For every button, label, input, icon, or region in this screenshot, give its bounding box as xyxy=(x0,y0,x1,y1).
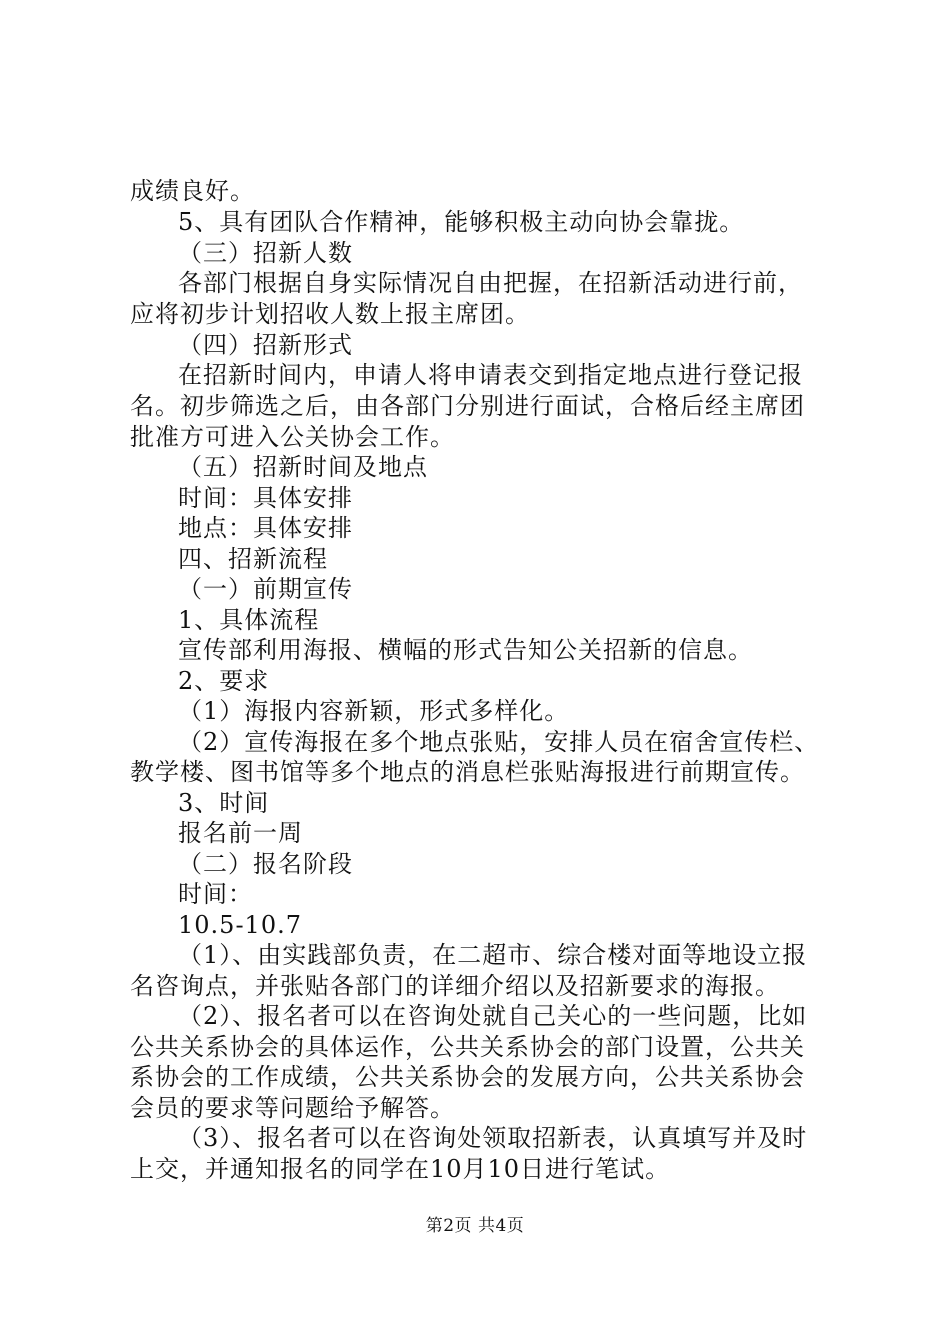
text-line: 应将初步计划招收人数上报主席团。 xyxy=(130,300,530,328)
text-line: 2、要求 xyxy=(178,667,270,695)
text-line: （1）、由实践部负责，在二超市、综合楼对面等地设立报 xyxy=(178,941,808,969)
text-line: 宣传部利用海报、横幅的形式告知公关招新的信息。 xyxy=(178,636,753,664)
text-line: 时间：具体安排 xyxy=(178,484,353,512)
text-line: 报名前一周 xyxy=(178,819,303,847)
section-heading: （四）招新形式 xyxy=(178,331,353,359)
text-line: （3）、报名者可以在咨询处领取招新表，认真填写并及时 xyxy=(178,1124,808,1152)
text-line: 批准方可进入公关协会工作。 xyxy=(130,423,455,451)
text-line: 10.5-10.7 xyxy=(178,911,302,939)
text-line: 成绩良好。 xyxy=(130,177,255,205)
text-line: 1、具体流程 xyxy=(178,606,320,634)
text-line: 公共关系协会的具体运作，公共关系协会的部门设置，公共关 xyxy=(130,1033,805,1061)
text-line: 名。初步筛选之后，由各部门分别进行面试，合格后经主席团 xyxy=(130,392,805,420)
text-line: 在招新时间内，申请人将申请表交到指定地点进行登记报 xyxy=(178,361,803,389)
text-line: 时间： xyxy=(178,880,253,908)
text-line: 会员的要求等问题给予解答。 xyxy=(130,1094,455,1122)
text-line: 名咨询点，并张贴各部门的详细介绍以及招新要求的海报。 xyxy=(130,972,780,1000)
section-heading: （三）招新人数 xyxy=(178,239,353,267)
text-line: 上交，并通知报名的同学在10月10日进行笔试。 xyxy=(130,1155,671,1183)
text-line: 系协会的工作成绩，公共关系协会的发展方向，公共关系协会 xyxy=(130,1063,805,1091)
text-line: 3、时间 xyxy=(178,789,270,817)
text-line: （1）海报内容新颖，形式多样化。 xyxy=(178,697,570,725)
section-heading: （二）报名阶段 xyxy=(178,850,353,878)
text-line: 教学楼、图书馆等多个地点的消息栏张贴海报进行前期宣传。 xyxy=(130,758,805,786)
text-line: 地点：具体安排 xyxy=(178,514,353,542)
section-heading: （五）招新时间及地点 xyxy=(178,453,428,481)
text-line: （2）宣传海报在多个地点张贴，安排人员在宿舍宣传栏、 xyxy=(178,728,820,756)
section-heading: （一）前期宣传 xyxy=(178,575,353,603)
section-heading: 四、招新流程 xyxy=(178,545,328,573)
page-number-footer: 第2页 共4页 xyxy=(425,1216,525,1236)
text-line: 各部门根据自身实际情况自由把握，在招新活动进行前， xyxy=(178,269,803,297)
text-line: （2）、报名者可以在咨询处就自己关心的一些问题，比如 xyxy=(178,1002,808,1030)
text-line: 5、具有团队合作精神，能够积极主动向协会靠拢。 xyxy=(178,208,745,236)
